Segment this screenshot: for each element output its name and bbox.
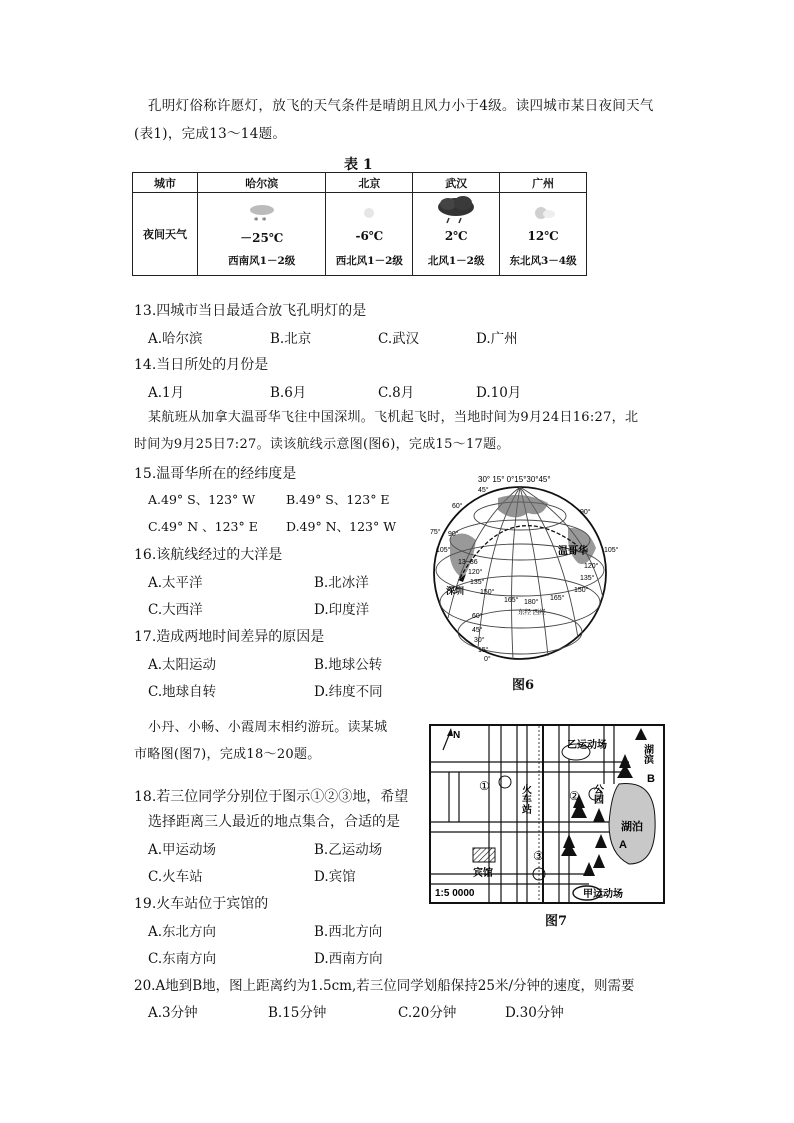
table-title: 表 1: [344, 157, 373, 173]
yi-stadium-label: 乙运动场: [567, 740, 607, 751]
table-header-wuhan: 武汉: [413, 173, 500, 193]
snow-cloud-icon: [242, 201, 282, 227]
q18-option-d[interactable]: D.宾馆: [314, 869, 356, 885]
q13-option-c[interactable]: C.武汉: [378, 331, 420, 347]
cell-harbin: [198, 193, 326, 276]
point-1: ①: [479, 779, 490, 793]
question-16: 16.该航线经过的大洋是: [134, 547, 283, 563]
wind-beijing: 西北风1－2级: [335, 255, 403, 267]
l150: 150°: [480, 589, 495, 596]
l75: 75°: [430, 529, 441, 536]
q19-option-a[interactable]: A.东北方向: [148, 924, 217, 940]
q14-option-c[interactable]: C.8月: [378, 385, 415, 401]
q17-option-c[interactable]: C.地球自转: [148, 684, 217, 700]
cell-beijing: [326, 193, 413, 276]
weather-table: [132, 172, 587, 276]
q13-option-b[interactable]: B.北京: [270, 331, 312, 347]
l120: 120°: [468, 569, 483, 576]
q15-option-c[interactable]: C.49° N 、123° E: [148, 519, 258, 534]
dateline-label: 东经 西经: [518, 609, 546, 616]
lake-label: 湖泊: [621, 821, 643, 833]
station-label: 火车站: [519, 784, 531, 814]
q17-option-a[interactable]: A.太阳运动: [148, 657, 217, 673]
q20-option-c[interactable]: C.20分钟: [398, 1005, 457, 1021]
wind-wuhan: 北风1－2级: [427, 255, 485, 267]
question-18-line-1: 18.若三位同学分别位于图示①②③地，希望: [134, 789, 409, 805]
vancouver-label: 温哥华: [558, 546, 588, 557]
question-15: 15.温哥华所在的经纬度是: [134, 466, 297, 482]
q19-option-d[interactable]: D.西南方向: [314, 951, 383, 967]
r150: 150°: [574, 587, 589, 594]
label-A: A: [619, 839, 627, 851]
top-labels: 30° 15° 0°15°30°45°: [478, 475, 551, 484]
svg-text:*: *: [253, 215, 258, 225]
city-map-figure: [429, 724, 665, 904]
lat0: 0°: [484, 656, 491, 663]
q17-option-b[interactable]: B.地球公转: [314, 657, 383, 673]
l180: 180°: [524, 599, 539, 606]
table-header-city: 城市: [133, 173, 198, 193]
clear-night-icon: [349, 201, 389, 227]
wind-harbin: 西南风1－2级: [228, 255, 296, 267]
table-header-guangzhou: 广州: [500, 173, 587, 193]
question-17: 17.造成两地时间差异的原因是: [134, 629, 325, 645]
q15-option-b[interactable]: B.49° S、123° E: [286, 492, 390, 507]
temp-guangzhou: 12℃: [527, 229, 559, 243]
l165a: 165°: [504, 597, 519, 604]
q16-option-c[interactable]: C.大西洋: [148, 602, 203, 618]
q20-option-a[interactable]: A.3分钟: [148, 1005, 198, 1021]
q14-option-b[interactable]: B.6月: [270, 385, 307, 401]
intro2-line-2: 时间为9月25日7:27。读该航线示意图(图6)，完成15～17题。: [134, 437, 510, 452]
lat30: 30°: [474, 637, 485, 644]
point-3: ③: [533, 849, 544, 863]
q18-option-b[interactable]: B.乙运动场: [314, 842, 383, 858]
question-18-line-2: 选择距离三人最近的地点集合，合适的是: [148, 814, 400, 830]
table-header-harbin: 哈尔滨: [198, 173, 326, 193]
park-label: 公园: [591, 784, 603, 804]
l105: 105°: [436, 547, 451, 554]
temp-beijing: -6℃: [355, 229, 384, 243]
q20-option-b[interactable]: B.15分钟: [268, 1005, 327, 1021]
q16-option-a[interactable]: A.太平洋: [148, 575, 203, 591]
cell-wuhan: [413, 193, 500, 276]
l165b: 165°: [550, 595, 565, 602]
q15-option-a[interactable]: A.49° S、123° W: [148, 492, 256, 507]
jia-stadium-label: 甲运动场: [583, 889, 623, 900]
shenzhen-label: 深圳: [446, 586, 465, 596]
temp-harbin: －25℃: [240, 231, 284, 245]
scale-label: 1:5 0000: [435, 888, 475, 899]
r120: 120°: [584, 563, 599, 570]
q16-option-d[interactable]: D.印度洋: [314, 602, 370, 618]
l45: 45°: [478, 487, 489, 494]
q13-option-d[interactable]: D.广州: [476, 331, 518, 347]
svg-text:*: *: [261, 215, 266, 225]
r135: 135°: [580, 575, 595, 582]
intro-line-2: (表1)，完成13～14题。: [134, 126, 287, 142]
label-B: B: [647, 773, 655, 785]
intro3-line-1: 小丹、小畅、小霞周末相约游玩。读某城: [148, 720, 388, 735]
intro2-line-1: 某航班从加拿大温哥华飞往中国深圳。飞机起飞时，当地时间为9月24日16:27，北: [148, 410, 639, 425]
table-row-label: 夜间天气: [133, 193, 198, 276]
question-19: 19.火车站位于宾馆的: [134, 896, 269, 912]
q16-option-b[interactable]: B.北冰洋: [314, 575, 369, 591]
q18-option-c[interactable]: C.火车站: [148, 869, 203, 885]
tropic-label: 13~36: [458, 559, 478, 566]
q13-option-a[interactable]: A.哈尔滨: [148, 331, 203, 347]
lat45: 45°: [472, 627, 483, 634]
lat15: 15°: [478, 647, 489, 654]
question-13: 13.四城市当日最适合放飞孔明灯的是: [134, 303, 367, 319]
wind-guangzhou: 东北风3－4级: [509, 255, 577, 267]
q15-option-d[interactable]: D.49° N、123° W: [286, 519, 397, 534]
q19-option-c[interactable]: C.东南方向: [148, 951, 217, 967]
q19-option-b[interactable]: B.西北方向: [314, 924, 383, 940]
lake-shore-label: 湖滨: [641, 744, 653, 764]
hotel-label: 宾馆: [473, 868, 493, 879]
intro3-line-2: 市略图(图7)，完成18～20题。: [134, 747, 321, 762]
l135: 135°: [470, 579, 485, 586]
question-14: 14.当日所处的月份是: [134, 357, 269, 373]
l60: 60°: [452, 503, 463, 510]
rain-cloud-icon: [432, 195, 480, 225]
globe-figure: [428, 468, 618, 668]
temp-wuhan: 2℃: [444, 229, 468, 243]
figure-6-label: 图6: [512, 678, 535, 693]
q20-option-d[interactable]: D.30分钟: [505, 1005, 564, 1021]
question-20: 20.A地到B地，图上距离约为1.5cm,若三位同学划船保持25米/分钟的速度，则需要: [134, 978, 635, 994]
q14-option-d[interactable]: D.10月: [476, 385, 522, 401]
intro-line-1: 孔明灯俗称许愿灯，放飞的天气条件是晴朗且风力小于4级。读四城市某日夜间天气: [148, 98, 654, 114]
lat60: 60°: [472, 613, 483, 620]
r90: 90°: [580, 509, 591, 516]
cell-guangzhou: [500, 193, 587, 276]
table-header-beijing: 北京: [326, 173, 413, 193]
north-label: N: [453, 730, 461, 741]
point-2: ②: [569, 789, 580, 803]
q18-option-a[interactable]: A.甲运动场: [148, 842, 217, 858]
figure-7-label: 图7: [545, 914, 568, 929]
moon-icon: [523, 201, 563, 227]
l90: 90°: [448, 531, 459, 538]
q14-option-a[interactable]: A.1月: [148, 385, 185, 401]
r105: 105°: [604, 547, 618, 554]
q17-option-d[interactable]: D.纬度不同: [314, 684, 383, 700]
